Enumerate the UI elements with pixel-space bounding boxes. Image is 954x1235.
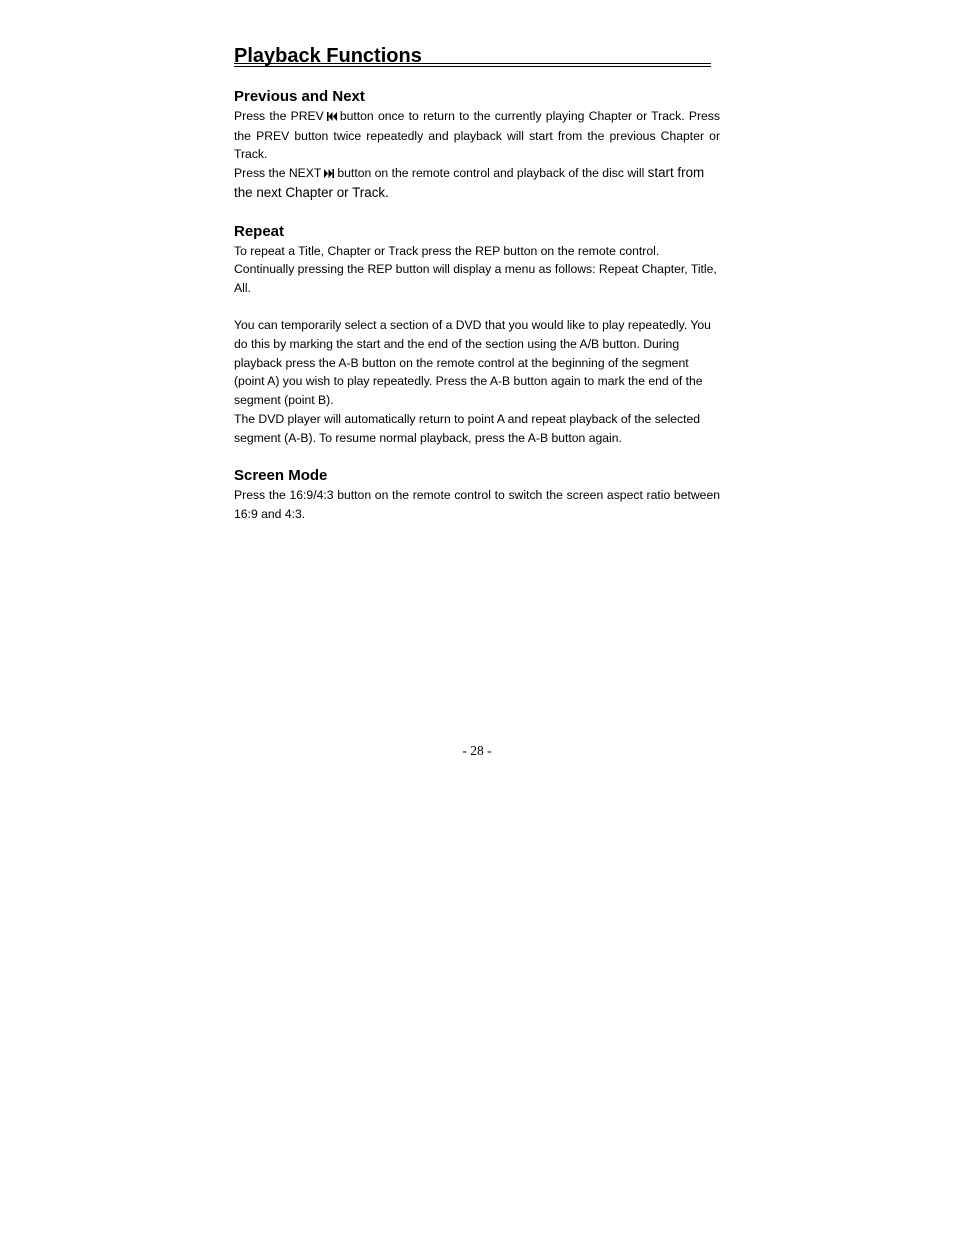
section-heading: Repeat bbox=[234, 222, 285, 240]
section-screen-mode bbox=[234, 467, 720, 523]
prev-text-after: button once to return to the currently playing Chapter or Track. Press the PREV button twice repeatedly and playback will start from the previous Chapter or Track. bbox=[234, 109, 720, 162]
section-heading: Screen Mode bbox=[234, 467, 328, 485]
repeat-paragraph-4: The DVD player will automatically return to point A and repeat playback of the selected segment (A-B). To resume normal playback, press the A-B button again. bbox=[234, 411, 701, 445]
paragraph-gap bbox=[234, 298, 720, 317]
next-paragraph bbox=[234, 164, 720, 202]
section-previous-next bbox=[234, 88, 720, 203]
prev-paragraph bbox=[234, 107, 720, 164]
page-number: - 28 - bbox=[462, 743, 492, 758]
section-heading: Previous and Next bbox=[234, 88, 365, 105]
repeat-paragraph-3: You can temporarily select a section of a DVD that you would like to play repeatedly. You do this by marking the start and the end of the section using the A/B button. During playback press the A-B button on the remote control at the beginning of the segment (point A) you wish to play repeatedly. Press the A-B button again to mark the end of the segment (point B). bbox=[234, 318, 711, 408]
repeat-paragraph-1: To repeat a Title, Chapter or Track press the REP button on the remote control. bbox=[234, 243, 660, 258]
screen-mode-paragraph: Press the 16:9/4:3 button on the remote control to switch the screen aspect ratio between 16:9 and 4:3. bbox=[234, 488, 720, 521]
page-title: Playback Functions bbox=[234, 45, 422, 67]
title-rule bbox=[234, 66, 711, 67]
prev-text-before: Press the PREV bbox=[234, 109, 324, 123]
next-text-after: button on the remote control and playback of the disc will bbox=[337, 166, 645, 181]
manual-page bbox=[234, 40, 720, 544]
skip-previous-icon bbox=[327, 108, 337, 127]
next-text-tail: start from the next Chapter or Track. bbox=[234, 165, 705, 200]
repeat-paragraph-2: Continually pressing the REP button will display a menu as follows: Repeat Chapter, Title, All. bbox=[234, 262, 717, 295]
page-header bbox=[234, 40, 711, 68]
section-repeat bbox=[234, 223, 720, 448]
title-underline bbox=[234, 63, 711, 64]
next-text-before: Press the NEXT bbox=[234, 166, 322, 181]
skip-next-icon bbox=[324, 165, 334, 184]
